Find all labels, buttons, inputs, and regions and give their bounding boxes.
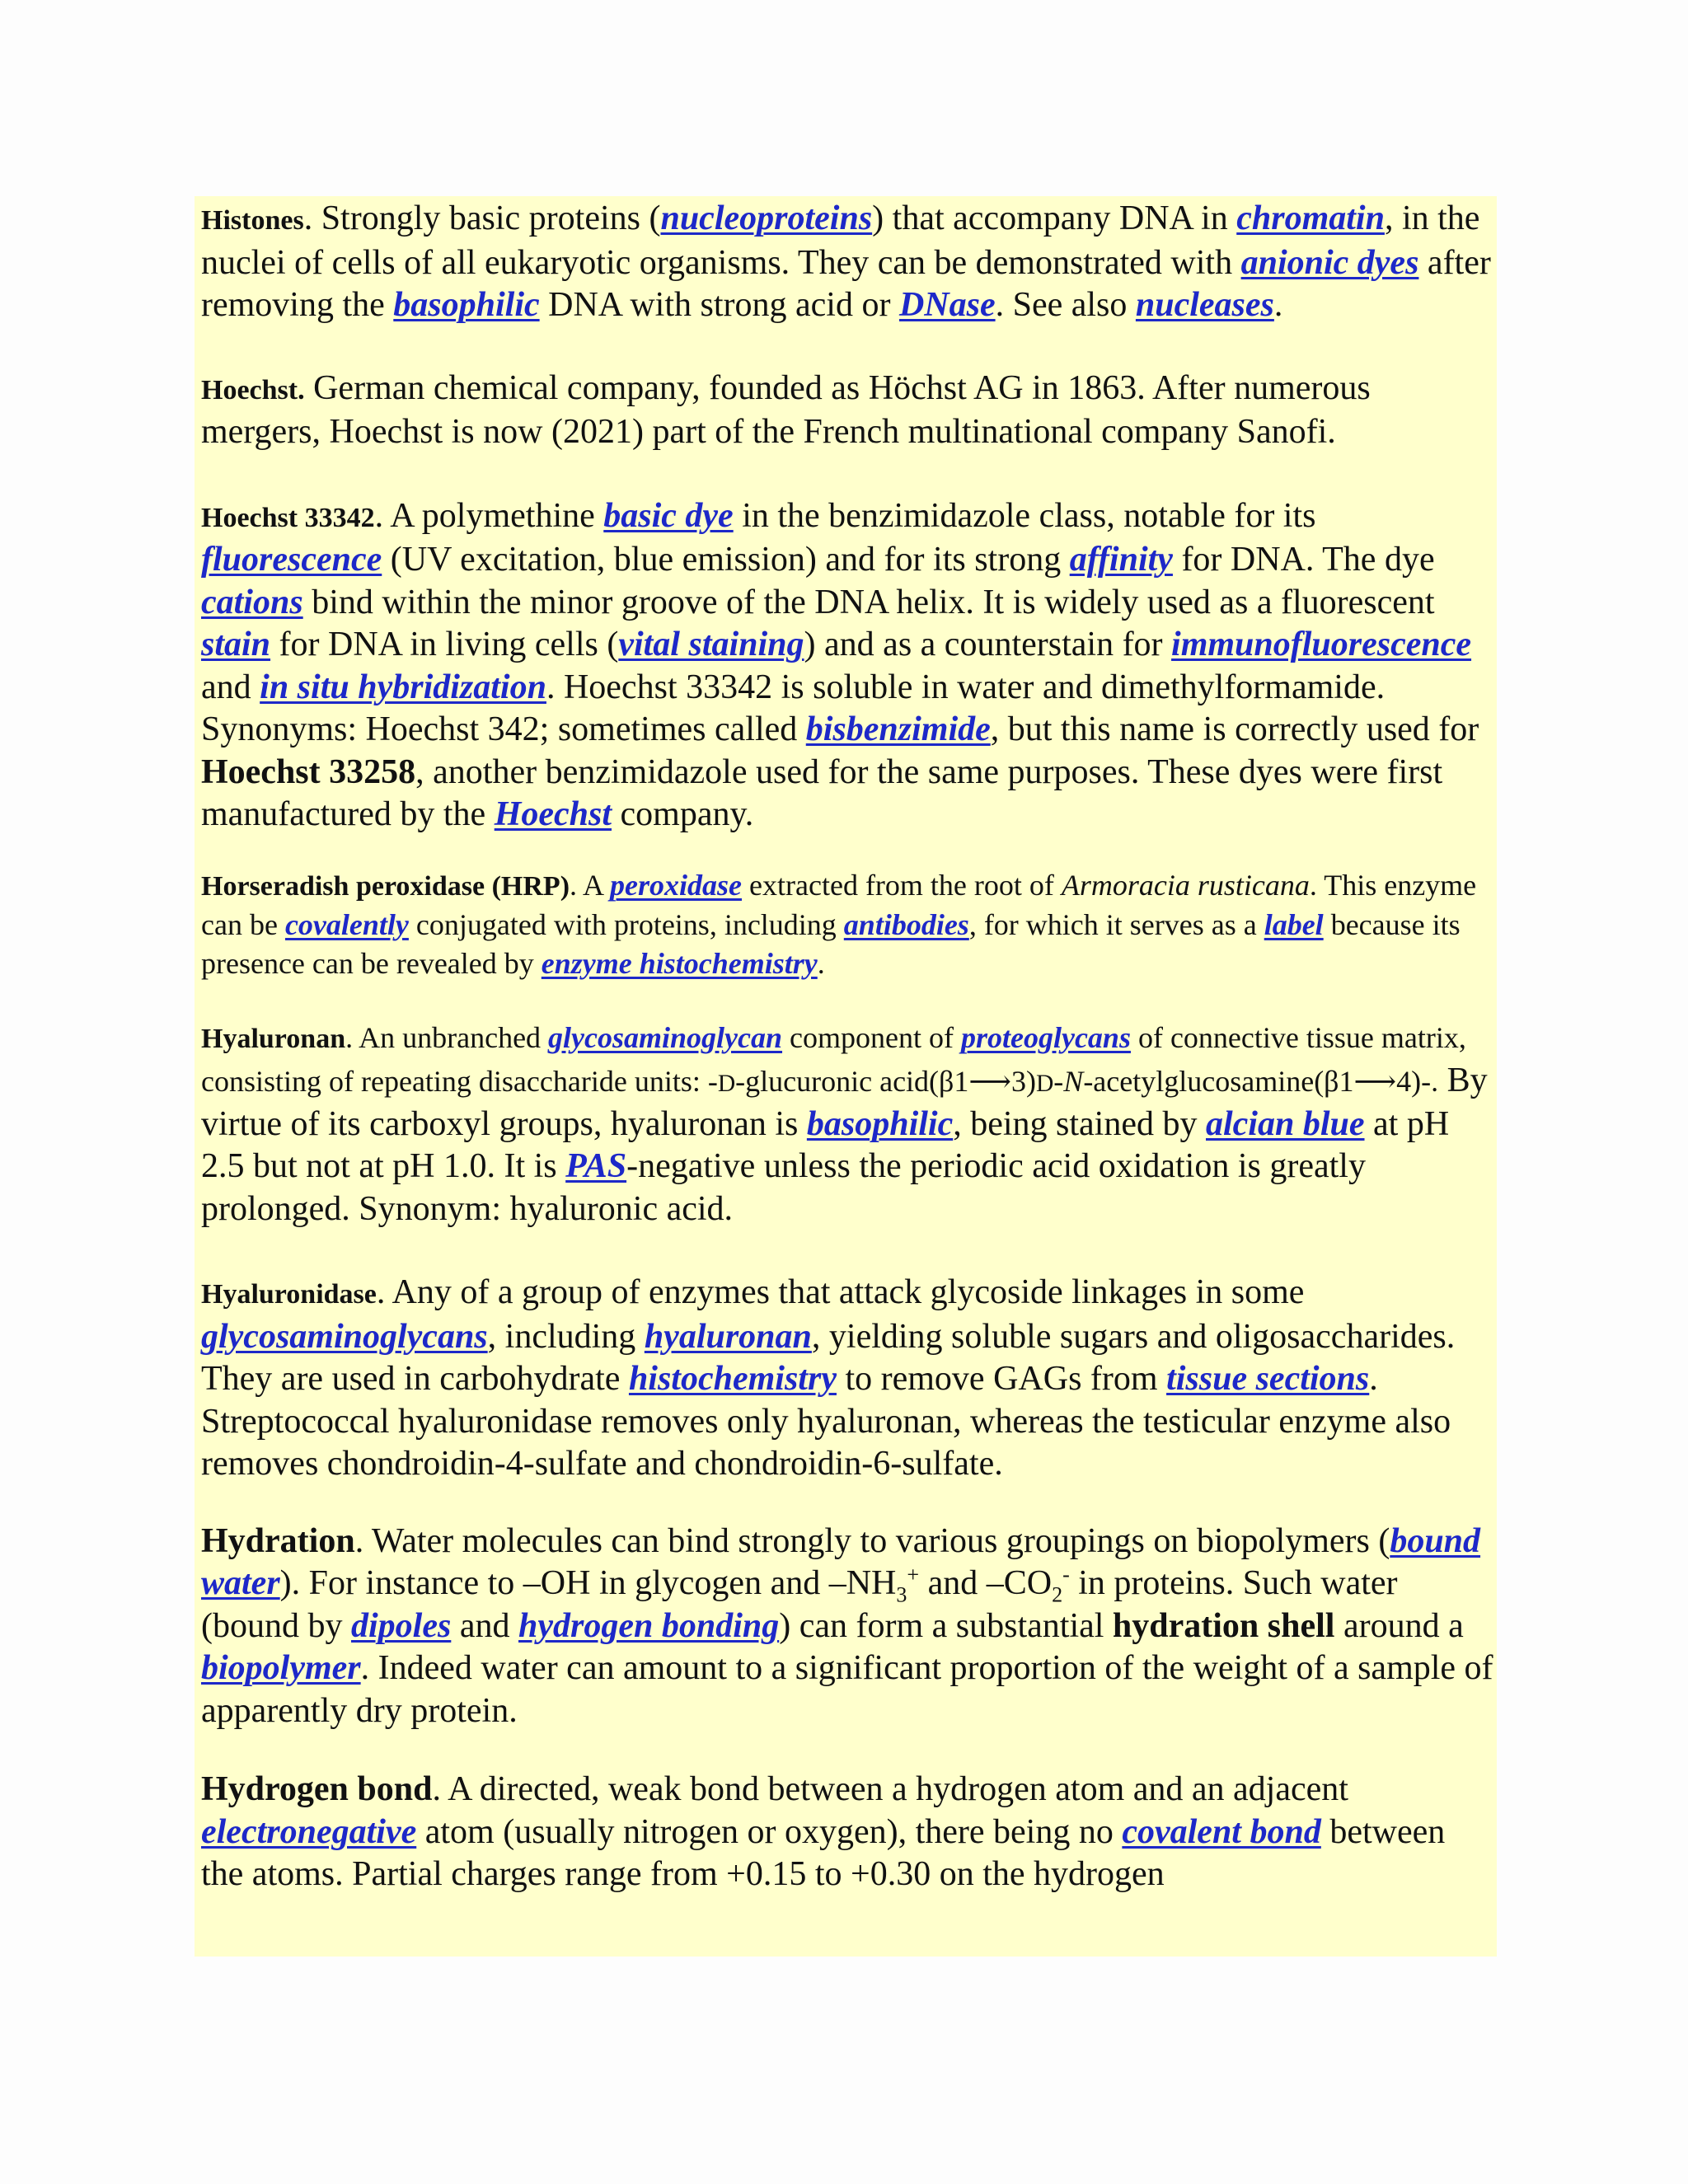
body-text: component of	[782, 1020, 961, 1054]
body-text: , another benzimidazole used for the same purposes. These dyes were first manufactured by the	[201, 752, 1443, 833]
body-text: in proteins. Such water (bound by	[201, 1564, 1398, 1645]
body-text: and	[451, 1606, 518, 1645]
link-dipoles[interactable]: dipoles	[351, 1606, 452, 1645]
link-immunofluorescence[interactable]: immunofluorescence	[1171, 626, 1472, 663]
entry-hoechst-33342	[201, 495, 1495, 837]
body-text: , including	[487, 1317, 645, 1356]
body-text: -acetylglucosamine(β1⟶4)-.	[1083, 1064, 1439, 1098]
entry-term: Histones	[201, 205, 304, 236]
body-text: . Hoechst 33342 is soluble in water and dimethylformamide. Synonyms: Hoechst 342; sometimes called	[201, 668, 1386, 748]
link-nucleoproteins[interactable]: nucleoproteins	[660, 199, 873, 237]
subscript: 3	[896, 1582, 907, 1607]
link-basophilic[interactable]: basophilic	[806, 1104, 954, 1143]
body-text: and –CO	[919, 1564, 1053, 1602]
link-basic-dye[interactable]: basic dye	[603, 496, 734, 535]
link-bisbenzimide[interactable]: bisbenzimide	[805, 710, 991, 748]
body-text: , yielding soluble sugars and oligosaccharides. They are used in carbohydrate	[201, 1317, 1456, 1398]
link-vital-staining[interactable]: vital staining	[618, 626, 804, 663]
link-chromatin[interactable]: chromatin	[1236, 199, 1385, 237]
link-hydrogen-bonding[interactable]: hydrogen bonding	[518, 1606, 780, 1645]
body-text: DNA with strong acid or	[539, 286, 899, 324]
link-tissue-sections[interactable]: tissue sections	[1166, 1360, 1370, 1398]
link-anionic-dyes[interactable]: anionic dyes	[1240, 243, 1419, 282]
small-caps-text: D	[1035, 1070, 1054, 1097]
link-bound-water[interactable]: bound water	[201, 1521, 1481, 1602]
superscript: -	[1062, 1563, 1070, 1586]
body-text: .	[817, 946, 825, 980]
link-label[interactable]: label	[1264, 907, 1324, 941]
body-text: ) and as a counterstain for	[804, 626, 1172, 663]
link-proteoglycans[interactable]: proteoglycans	[960, 1020, 1131, 1054]
body-text: , being stained by	[953, 1104, 1206, 1143]
body-text: conjugated with proteins, including	[408, 907, 844, 941]
link-biopolymer[interactable]: biopolymer	[201, 1649, 361, 1687]
body-text: . Water molecules can bind strongly to various groupings on biopolymers (	[354, 1521, 1390, 1560]
italic-text: Armoracia rusticana	[1061, 868, 1310, 902]
body-text: . Strongly basic proteins (	[303, 199, 661, 237]
link-alcian-blue[interactable]: alcian blue	[1206, 1104, 1365, 1143]
body-text: for DNA in living cells (	[270, 626, 619, 663]
body-text: in the benzimidazole class, notable for its	[733, 496, 1316, 535]
body-text: to remove GAGs from	[836, 1360, 1167, 1398]
body-text: company.	[612, 795, 754, 833]
body-text: for DNA. The dye	[1172, 541, 1435, 579]
italic-text: N	[1063, 1064, 1084, 1098]
entry-term: Hyaluronidase	[201, 1279, 377, 1310]
link-histochemistry[interactable]: histochemistry	[628, 1360, 837, 1398]
body-text: around a	[1334, 1606, 1464, 1645]
glossary-content	[201, 198, 1495, 1896]
entry-term: Horseradish peroxidase (HRP)	[201, 870, 570, 902]
link-glycosaminoglycan[interactable]: glycosaminoglycan	[548, 1020, 783, 1054]
entry-term: Hydrogen bond	[201, 1770, 433, 1808]
link-covalently[interactable]: covalently	[284, 907, 409, 941]
link-electronegative[interactable]: electronegative	[201, 1812, 417, 1851]
link-stain[interactable]: stain	[201, 626, 271, 663]
entry-hoechst	[201, 368, 1495, 454]
link-dnase[interactable]: DNase	[898, 286, 996, 324]
entry-hyaluronidase	[201, 1272, 1495, 1486]
entry-hydrogen-bond	[201, 1769, 1495, 1896]
link-nucleases[interactable]: nucleases	[1135, 286, 1274, 324]
body-text: .	[1273, 286, 1283, 324]
body-text: . A	[570, 868, 611, 902]
link-covalent-bond[interactable]: covalent bond	[1122, 1812, 1321, 1851]
body-text: . A polymethine	[374, 496, 604, 535]
link-antibodies[interactable]: antibodies	[843, 907, 969, 941]
entry-horseradish-peroxidase	[201, 866, 1495, 983]
entry-term: Hoechst 33342	[201, 502, 375, 533]
body-text: ) can form a substantial	[779, 1606, 1113, 1645]
body-text: By virtue of its carboxyl groups, hyaluronan is	[201, 1061, 1488, 1143]
body-text: because its presence can be revealed by	[201, 907, 1461, 980]
body-text: -glucuronic acid(β1⟶3)	[735, 1064, 1036, 1098]
body-text: ). For instance to –OH in glycogen and –NH	[279, 1564, 897, 1602]
body-text: extracted from the root of	[742, 868, 1062, 902]
entry-term: Hydration	[201, 1521, 355, 1560]
link-glycosaminoglycans[interactable]: glycosaminoglycans	[201, 1317, 488, 1356]
body-text: , for which it serves as a	[968, 907, 1264, 941]
superscript: +	[907, 1563, 920, 1586]
entry-term: Hoechst.	[201, 374, 305, 405]
body-text: . See also	[995, 286, 1136, 324]
bold-term: Hoechst 33258	[201, 752, 416, 791]
link-enzyme-histochemistry[interactable]: enzyme histochemistry	[541, 946, 818, 980]
body-text: at pH 2.5 but not at pH 1.0. It is	[201, 1104, 1450, 1185]
link-peroxidase[interactable]: peroxidase	[610, 868, 743, 902]
entry-hyaluronan	[201, 1016, 1495, 1231]
body-text: . A directed, weak bond between a hydrogen atom and an adjacent	[432, 1770, 1348, 1808]
link-hoechst[interactable]: Hoechst	[494, 795, 612, 833]
entry-hydration	[201, 1521, 1495, 1733]
body-text: German chemical company, founded as Höchst AG in 1863. After numerous mergers, Hoechst is now (2021) part of the French multinational company Sanofi.	[201, 368, 1371, 451]
entry-term: Hyaluronan	[201, 1023, 346, 1054]
body-text: . Streptococcal hyaluronidase removes only hyaluronan, whereas the testicular enzyme also removes chondroidin-4-sulfate and chondroidin-6-sulfate.	[201, 1360, 1451, 1483]
body-text: atom (usually nitrogen or oxygen), there being no	[416, 1812, 1123, 1851]
body-text: , but this name is correctly used for	[990, 710, 1479, 748]
body-text: after removing the	[201, 243, 1491, 324]
body-text: . Any of a group of enzymes that attack glycoside linkages in some	[376, 1273, 1305, 1311]
body-text: of connective tissue matrix, consisting of repeating disaccharide units: -	[201, 1020, 1466, 1098]
body-text: . An unbranched	[345, 1020, 549, 1054]
bold-term: hydration shell	[1112, 1606, 1335, 1645]
entry-histones	[201, 198, 1495, 327]
body-text: . This enzyme can be	[201, 868, 1477, 941]
link-in-situ-hybridization[interactable]: in situ hybridization	[260, 668, 546, 706]
link-affinity[interactable]: affinity	[1069, 541, 1173, 579]
body-text: -negative unless the periodic acid oxidation is greatly prolonged. Synonym: hyaluronic acid.	[201, 1147, 1366, 1228]
link-basophilic[interactable]: basophilic	[393, 286, 540, 324]
body-text: between the atoms. Partial charges range from +0.15 to +0.30 on the hydrogen	[201, 1812, 1446, 1893]
body-text: ) that accompany DNA in	[872, 199, 1237, 237]
small-caps-text: D	[717, 1070, 736, 1097]
link-hyaluronan[interactable]: hyaluronan	[644, 1317, 812, 1356]
body-text: and	[201, 668, 260, 706]
body-text: . Indeed water can amount to a significant proportion of the weight of a sample of apparently dry protein.	[201, 1649, 1493, 1730]
body-text: (UV excitation, blue emission) and for its strong	[382, 541, 1070, 579]
link-fluorescence[interactable]: fluorescence	[201, 541, 382, 579]
link-pas[interactable]: PAS	[565, 1147, 627, 1185]
body-text: -	[1053, 1064, 1064, 1098]
body-text: bind within the minor groove of the DNA helix. It is widely used as a fluorescent	[302, 583, 1435, 621]
link-cations[interactable]: cations	[201, 583, 303, 621]
body-text: , in the nuclei of cells of all eukaryotic organisms. They can be demonstrated with	[201, 199, 1480, 282]
subscript: 2	[1052, 1582, 1063, 1607]
